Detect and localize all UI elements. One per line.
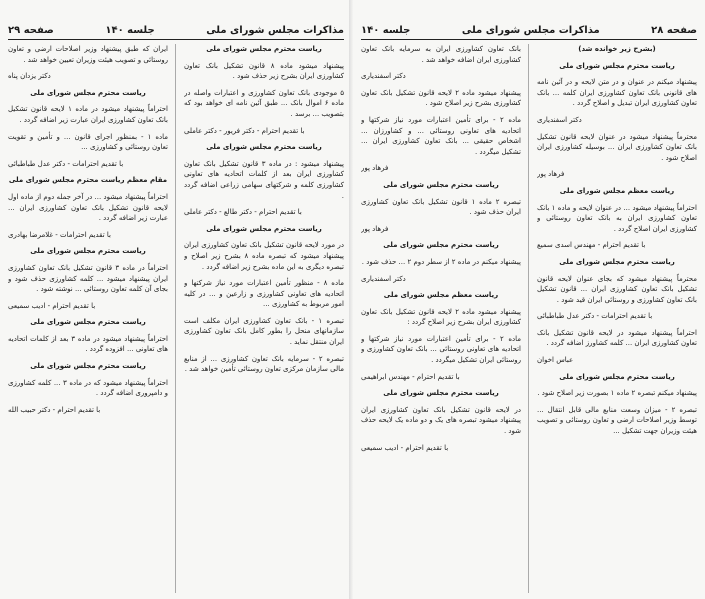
column-right xyxy=(184,44,344,593)
column-divider xyxy=(528,44,529,593)
signature: فرهاد پور xyxy=(361,224,389,233)
signature: با تقدیم احترام - دکتر طالع - دکتر عاملی xyxy=(184,208,302,217)
paragraph: ۵ موجودی بانک تعاون کشاورزی و اعتبارات واصله در ماده ۶ اموال بانک ... طبق آئین نامه ای خواهد بود که بتصویب ... برسد . xyxy=(184,88,344,118)
address-heading: ریاست محترم مجلس شورای ملی xyxy=(559,257,675,266)
address-heading: ریاست معظم مجلس شورای ملی xyxy=(559,186,675,195)
address-heading: ریاست محترم مجلس شورای ملی xyxy=(30,88,146,97)
signature: با تقدیم احترام - مهندس اسدی سمیع xyxy=(537,241,646,250)
paragraph: ماده ۲ - برای تأمین اعتبارات مورد نیاز شرکتها و اتحادیه های تعاونی روستائی ... بانک تعاون کشاورزی و روستائی ایران تشکیل میگردد . xyxy=(361,334,521,365)
paragraph: پیشنهاد میشود : در ماده ۳ قانون تشکیل بانک تعاون کشاورزی ایران بعد از کلمات اتحادیه های تعاونی کشاورزی کلمه و شرکتهای سهامی زراعی اضافه گردد . xyxy=(184,159,344,200)
signature: فرهاد پور xyxy=(537,170,565,179)
signature: دکتر اسفندیاری xyxy=(361,72,406,81)
paragraph: احتراماً پیشنهاد میشود در لایحه قانون تشکیل بانک تعاون کشاورزی ایران ... کلمه کشاورز اضافه گردد . xyxy=(537,328,697,348)
paragraph: پیشنهاد میکنم در عنوان و در متن لایحه و در آئین نامه های قانونی بانک تعاون کشاورزی ایران کلمه ... بانک تعاون کشاورزی ایران تبدیل و اصلاح گردد . xyxy=(537,78,697,108)
paragraph: پیشنهاد میکنم در ماده ۲ از سطر دوم ۲ ... حذف شود . xyxy=(361,257,521,266)
paragraph: تبصره ۲ - سرمایه بانک تعاون کشاورزی ... از منابع مالی سازمان مرکزی تعاون روستائی تأمین خواهد شد . xyxy=(184,354,344,374)
paragraph: ماده ۱ - بمنظور اجرای قانون ... و تأمین و تقویت تعاون روستائی و کشاورزی ... xyxy=(8,132,168,152)
address-heading: ریاست محترم مجلس شورای ملی xyxy=(383,389,499,398)
paragraph: تبصره ۲ - میزان وسعت منابع مالی قابل انتقال ... توسط وزیر اصلاحات ارضی و تعاون روستائی و تصویب هیئت وزیران جهت تشکیل ... xyxy=(537,405,697,436)
header-title: مذاکرات مجلس شورای ملی xyxy=(461,24,600,36)
signature: دکتر اسفندیاری xyxy=(537,115,582,124)
address-heading: ریاست محترم مجلس شورای ملی xyxy=(206,45,322,53)
paragraph: بانک تعاون کشاورزی ایران به سرمایه بانک تعاون کشاورزی ایران اضافه خواهد شد . xyxy=(361,45,521,64)
column-left xyxy=(8,44,168,593)
paragraph: ماده ۸ - منظور تأمین اعتبارات مورد نیاز شرکتها و اتحادیه های تعاونی کشاورزی و زارعین و ... در کلیه امور مربوط به کشاورزی ... xyxy=(184,279,344,309)
address-heading: ریاست محترم مجلس شورای ملی xyxy=(30,362,146,371)
signature: با تقدیم احترام - دکتر حبیب الله xyxy=(8,405,101,414)
address-heading: ریاست محترم مجلس شورای ملی xyxy=(559,61,675,70)
paragraph: احتراماً پیشنهاد میشود که در ماده ۳ ... کلمه کشاورزی و دامپروری اضافه گردد . xyxy=(8,378,168,398)
address-heading: ریاست محترم مجلس شورای ملی xyxy=(206,224,322,233)
signature: با تقدیم احترام - مهندس ابراهیمی xyxy=(361,372,460,381)
header-page-label: صفحه ۲۹ xyxy=(8,24,54,36)
page-28 xyxy=(353,0,705,599)
paragraph: احتراماً پیشنهاد میشود در ماده ۱ لایحه قانون تشکیل بانک تعاون کشاورزی ایران عبارت زیر اضافه گردد . xyxy=(8,105,168,124)
paragraph: احتراماً پیشنهاد میشود ... در آخر جمله دوم از ماده اول لایحه قانون تشکیل بانک تعاون کشاورزی ایران ... عبارت زیر اضافه گردد . xyxy=(8,192,168,223)
signature: با تقدیم احترام - دکتر فریور - دکتر عاملی xyxy=(184,126,305,135)
paragraph: محترماً پیشنهاد میشود که بجای عنوان لایحه قانون تشکیل بانک تعاون کشاورزی ایران ... قانون تشکیل بانک تعاون کشاورزی و روستائی ایران قید شود . xyxy=(537,274,697,304)
paragraph: تبصره ۲ ماده ۱ قانون تشکیل بانک تعاون کشاورزی ایران حذف شود . xyxy=(361,197,521,217)
address-heading: ریاست محترم مجلس شورای ملی xyxy=(30,318,146,327)
paragraph: در مورد لایحه قانون تشکیل بانک تعاون کشاورزی ایران پیشنهاد میشود که تبصره ماده ۸ بشرح زیر اصلاح و تبصره دیگری به این ماده بشرح زیر اضافه گردد . xyxy=(184,241,344,271)
paragraph: احتراماً در ماده ۳ قانون تشکیل بانک تعاون کشاورزی ایران پیشنهاد میشود ... کلمه کشاورزی حذف شود و بجای آن کلمه تعاون روستائی ... نوشته شود . xyxy=(8,263,168,294)
signature: عباس اخوان xyxy=(537,356,574,365)
signature: دکتر اسفندیاری xyxy=(361,274,406,283)
header-page-label: صفحه ۲۸ xyxy=(651,24,697,36)
address-heading: ریاست محترم مجلس شورای ملی xyxy=(383,241,499,250)
paragraph: محترماً پیشنهاد میشود در عنوان لایحه قانون تشکیل بانک تعاون کشاورزی ایران ... بوسیله کشاورزی ایران اصلاح شود . xyxy=(537,132,697,162)
address-heading: ریاست محترم مجلس شورای ملی xyxy=(206,143,322,152)
header-rule xyxy=(8,39,344,40)
address-heading: (بشرح زیر خوانده شد) xyxy=(578,45,656,53)
page-header xyxy=(361,22,697,38)
address-heading: مقام معظم ریاست محترم مجلس شورای ملی xyxy=(8,176,168,185)
address-heading: ریاست محترم مجلس شورای ملی xyxy=(383,180,499,189)
paragraph: در لایحه قانون تشکیل بانک تعاون کشاورزی ایران پیشنهاد میشود تبصره های یک و دو ماده یک لایحه حذف شود . xyxy=(361,405,521,436)
paragraph: ایران که طبق پیشنهاد وزیر اصلاحات ارضی و تعاون روستائی و تصویب هیئت وزیران تعیین خواهد شد . xyxy=(8,45,168,64)
address-heading: ریاست معظم مجلس شورای ملی xyxy=(383,291,499,300)
paragraph: پیشنهاد میشود ماده ۲ لایحه قانون تشکیل بانک تعاون کشاورزی بشرح زیر اصلاح شود . xyxy=(361,88,521,108)
signature: دکتر یزدان پناه xyxy=(8,72,51,81)
column-left xyxy=(361,44,521,593)
header-title: مذاکرات مجلس شورای ملی xyxy=(206,24,344,36)
signature: با تقدیم احترامات - دکتر عدل طباطبائی xyxy=(537,312,653,321)
paragraph: پیشنهاد میشود ماده ۲ لایحه قانون تشکیل بانک تعاون کشاورزی ایران بشرح زیر اصلاح گردد : xyxy=(361,307,521,327)
paragraph: پیشنهاد میکنم تبصره ۲ ماده ۱ بصورت زیر اصلاح شود . xyxy=(537,389,697,398)
header-session: جلسه ۱۴۰ xyxy=(361,24,411,36)
signature: با تقدیم احترام - ادیب سمیعی xyxy=(8,301,96,310)
header-session: جلسه ۱۴۰ xyxy=(105,24,155,36)
signature: با تقدیم احترامات - دکتر عدل طباطبائی xyxy=(8,159,124,168)
signature: با تقدیم احترام - ادیب سمیعی xyxy=(361,443,449,452)
address-heading: ریاست محترم مجلس شورای ملی xyxy=(559,372,675,381)
paragraph: تبصره ۱ - بانک تعاون کشاورزی ایران مکلف است سازمانهای منحل را بطور کامل بانک تعاون کشاورزی ایران منتقل نماید . xyxy=(184,316,344,347)
address-heading: ریاست محترم مجلس شورای ملی xyxy=(30,247,146,256)
header-rule xyxy=(361,39,697,40)
signature: فرهاد پور xyxy=(361,164,389,173)
paragraph: احتراماً پیشنهاد میشود ... در عنوان لایحه و ماده ۱ بانک تعاون کشاورزی ایران به بانک تعاون روستائی و کشاورزی ایران اصلاح گردد . xyxy=(537,203,697,233)
paragraph: پیشنهاد میشود ماده ۸ قانون تشکیل بانک تعاون کشاورزی ایران بشرح زیر حذف شود . xyxy=(184,61,344,81)
column-divider xyxy=(175,44,176,593)
paragraph: ماده ۲ - برای تأمین اعتبارات مورد نیاز شرکتها و اتحادیه های تعاونی روستائی ... و کشاورزان ... اشخاص حقیقی ... بانک تعاون کشاورزی ایران ... تشکیل میگردد . xyxy=(361,115,521,156)
page-header xyxy=(8,22,344,38)
column-right xyxy=(537,44,697,593)
paragraph: احتراماً پیشنهاد میشود در ماده ۳ بعد از کلمات اتحادیه های تعاونی ... افزوده گردد . xyxy=(8,334,168,354)
signature: با تقدیم احترامات - غلامرضا بهادری xyxy=(8,230,111,239)
